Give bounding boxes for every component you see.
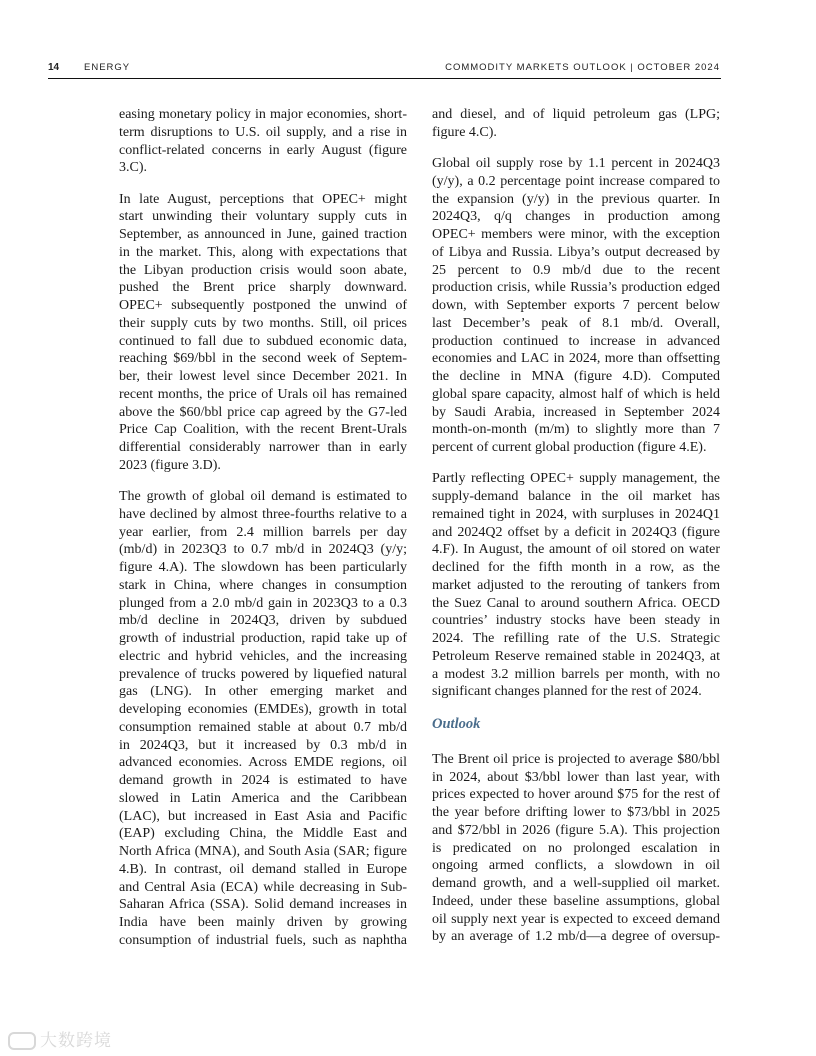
text-line: slowed in Latin America and the Caribbean (119, 790, 407, 806)
text-line: the expansion (y/y) in the previous quarter. In (432, 191, 720, 207)
text-line: advanced economies. Across EMDE regions, oil (119, 755, 407, 771)
text-line: (EAP) excluding China, the Middle East and (119, 826, 407, 842)
text-line: in 2024, about $3/bbl lower than last year, with (432, 769, 720, 785)
text-line: recent months, the price of Urals oil has remained (119, 386, 407, 402)
text-line: prices expected to hover around $75 for the rest of (432, 787, 720, 803)
text-line: Indeed, under these baseline assumptions, global (432, 893, 720, 909)
text-line: year earlier, from 2.4 million barrels per day (119, 524, 407, 540)
watermark-logo-icon (8, 1032, 36, 1050)
section-heading: Outlook (432, 716, 481, 732)
text-line: Partly reflecting OPEC+ supply management, the (432, 471, 720, 487)
watermark (8, 1026, 112, 1051)
text-line: pushed the Brent price sharply downward. (119, 280, 407, 296)
text-line: consumption remained stable at about 0.7 mb/d (119, 719, 407, 735)
text-line: is predicated on no prolonged escalation in (432, 840, 720, 856)
text-line: of Libya and Russia. Libya’s output decreased by (432, 244, 720, 260)
text-line: remained tight in 2024, with surpluses in 2024Q1 (432, 506, 720, 522)
text-line: Saharan Africa (SSA). Solid demand increases in (119, 897, 407, 913)
text-line: easing monetary policy in major economies, short- (119, 107, 407, 122)
text-line: 2024. The refilling rate of the U.S. Strategic (432, 631, 720, 646)
text-line: production crisis, while Russia’s production edged (432, 280, 720, 296)
text-line: OPEC+ subsequently postponed the unwind of (119, 298, 407, 313)
text-line: in 2024Q3, but it increased by 0.3 mb/d in (119, 737, 407, 753)
text-line: the Suez Canal to around southern Africa. OECD (432, 595, 720, 611)
text-line: figure 4.C). (432, 124, 497, 140)
text-line: term disruptions to U.S. oil supply, and a rise in (119, 124, 407, 140)
text-line: supply-demand balance in the oil market has (432, 489, 720, 504)
text-line: and diesel, and of liquid petroleum gas (LPG; (432, 107, 720, 122)
text-line: economies and LAC in 2024, more than offsetting (432, 351, 720, 367)
text-line: prevalence of trucks powered by liquefied natural (119, 666, 407, 682)
text-line: global spare capacity, almost half of which is held (432, 386, 720, 402)
text-line: India have been mainly driven by growing (119, 915, 407, 930)
text-line: by an average of 1.2 mb/d—a degree of oversup- (432, 929, 720, 945)
text-line: OPEC+ members were minor, with the exception (432, 227, 720, 242)
text-line: Petroleum Reserve remained stable in 2024Q3, at (432, 648, 720, 664)
text-line: oil supply next year is expected to exceed demand (432, 911, 720, 927)
text-line: stark in China, where changes in consumption (119, 577, 407, 593)
text-line: consumption of industrial fuels, such as naphtha (119, 932, 407, 948)
text-line: demand growth, and a well-supplied oil market. (432, 876, 720, 891)
text-line: continued to fall due to subdued economic data, (119, 333, 407, 349)
paragraph (119, 191, 407, 475)
text-line: in the market. This, along with expectations that (119, 244, 407, 260)
text-line: 4.F). In August, the amount of oil stored on water (432, 542, 720, 558)
running-header (48, 62, 720, 78)
text-line: 2024Q3, q/q changes in production among (432, 209, 720, 225)
text-line: The Brent oil price is projected to average $80/bbl (432, 751, 720, 767)
text-line: Global oil supply rose by 1.1 percent in 2024Q3 (432, 156, 720, 171)
paragraph (432, 106, 720, 142)
section-name: ENERGY (84, 62, 131, 73)
text-line: the year before drifting lower to $73/bbl in 2025 (432, 805, 720, 820)
text-line: their supply cuts by two months. Still, oil prices (119, 315, 407, 331)
publication-title: COMMODITY MARKETS OUTLOOK | OCTOBER 2024 (445, 62, 720, 73)
text-line: the decline in MNA (figure 4.D). Computed (432, 369, 720, 384)
text-line: ber, their lowest level since December 2021. In (119, 369, 407, 384)
text-line: 3.C). (119, 160, 147, 176)
text-line: declined for the fifth month in a row, as the (432, 560, 720, 575)
text-line: countries’ industry stocks have been steady in (432, 613, 720, 629)
text-line: 4.B). In contrast, oil demand stalled in Europe (119, 861, 407, 877)
text-line: and Central Asia (ECA) while decreasing in Sub- (119, 879, 407, 895)
text-line: conflict-related concerns in early August (figure (119, 142, 407, 158)
text-line: gas (LNG). In other emerging market and (119, 684, 407, 700)
text-line: demand growth in 2024 is estimated to have (119, 773, 407, 788)
paragraph (432, 155, 720, 457)
text-line: last December’s peak of 8.1 mb/d. Overall, (432, 315, 720, 331)
text-line: (LAC), but increased in East Asia and Pacific (119, 808, 407, 824)
text-line: (mb/d) in 2023Q3 to 0.7 mb/d in 2024Q3 (y/y; (119, 542, 407, 558)
text-line: The growth of global oil demand is estimated to (119, 489, 407, 504)
text-line: 25 percent to 0.9 mb/d due to the recent (432, 262, 720, 278)
text-line: a modest 3.2 million barrels per month, with no (432, 666, 720, 682)
text-line: plunged from a 2.0 mb/d gain in 2023Q3 to a 0.3 (119, 595, 407, 611)
text-line: ongoing armed conflicts, a slowdown in oil (432, 858, 720, 874)
text-line: In late August, perceptions that OPEC+ might (119, 191, 407, 207)
text-line: (y/y), a 0.2 percentage point increase compared to (432, 173, 720, 189)
right-column (432, 106, 720, 960)
text-line: figure 4.A). The slowdown has been particularly (119, 560, 407, 575)
text-line: growth of industrial production, rapid take up of (119, 631, 407, 646)
text-line: significant changes planned for the rest of 2024. (432, 684, 702, 700)
text-line: have declined by almost three-fourths relative to a (119, 506, 407, 522)
text-line: market adjusted to the rerouting of tankers from (432, 577, 720, 593)
text-line: Price Cap Coalition, with the recent Brent-Urals (119, 422, 407, 438)
left-column (119, 106, 407, 963)
header-rule (48, 78, 721, 79)
text-line: start unwinding their voluntary supply cuts in (119, 209, 407, 225)
watermark-text: 大数跨境 (40, 1031, 112, 1051)
text-line: North Africa (MNA), and South Asia (SAR; figure (119, 844, 407, 859)
paragraph (432, 470, 720, 701)
text-line: the Libyan production crisis would soon abate, (119, 262, 407, 278)
text-line: production continued to increase in advanced (432, 333, 720, 349)
text-line: mb/d decline in 2024Q3, driven by subdued (119, 613, 407, 629)
paragraph (119, 488, 407, 950)
text-line: above the $60/bbl price cap agreed by the G7-led (119, 404, 407, 420)
text-line: month-on-month (m/m) to slightly more than 7 (432, 422, 720, 438)
paragraph (432, 751, 720, 946)
text-line: electric and hybrid vehicles, and the increasing (119, 648, 407, 664)
text-line: by Saudi Arabia, increased in September 2024 (432, 404, 720, 420)
text-line: and 2024Q2 offset by a deficit in 2024Q3 (figure (432, 524, 720, 540)
text-line: differential considerably narrower than in early (119, 440, 407, 455)
text-line: down, with September exports 7 percent below (432, 298, 720, 313)
text-line: percent of current global production (figure 4.E). (432, 440, 707, 455)
text-line: 2023 (figure 3.D). (119, 457, 221, 473)
text-line: and $72/bbl in 2026 (figure 5.A). This projection (432, 822, 720, 838)
paragraph (119, 106, 407, 177)
page-number: 14 (48, 62, 60, 73)
text-line: developing economies (EMDEs), growth in total (119, 702, 407, 717)
text-line: September, as announced in June, gained traction (119, 227, 407, 242)
text-line: reaching $69/bbl in the second week of Septem- (119, 351, 407, 367)
